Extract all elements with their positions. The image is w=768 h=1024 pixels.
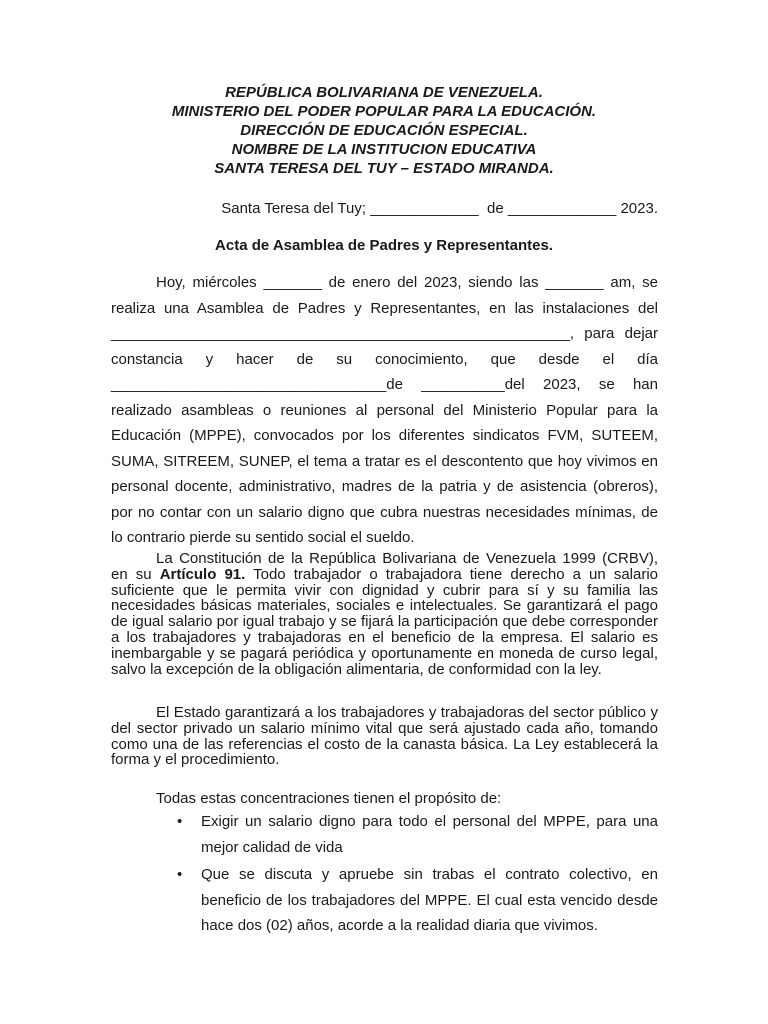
list-item-text: Exigir un salario digno para todo el personal del MPPE, para una mejor calidad de vida <box>201 813 658 856</box>
paragraph-constitution-intro: La Constitución de la República Bolivariana de Venezuela 1999 (CRBV), en su <box>111 550 658 583</box>
paragraph-state-guarantee: El Estado garantizará a los trabajadores y trabajadoras del sector público y del sector privado un salario mínimo vital que será ajustado cada año, tomando como una de las referencias el costo de la canasta básica. La Ley establecerá la forma y el procedimiento. <box>111 704 658 769</box>
header-line-direction: DIRECCIÓN DE EDUCACIÓN ESPECIAL. <box>240 122 528 139</box>
header-line-institution: NOMBRE DE LA INSTITUCION EDUCATIVA <box>231 141 537 158</box>
acta-title: Acta de Asamblea de Padres y Representantes. <box>215 237 553 254</box>
paragraph-constitution-body: Todo trabajador o trabajadora tiene derecho a un salario suficiente que le permita vivir con dignidad y cubrir para sí y su familia las necesidades básicas materiales, sociales e intelectuales. Se garantizará el pago de igual salario por igual trabajo y se fijará la participación que debe corresponder a los trabajadores y trabajadoras en el beneficio de la empresa. El salario es inembargable y se pagará periódica y oportunamente en moneda de curso legal, salvo la excepción de la obligación alimentaria, de conformidad con la ley. <box>111 565 659 678</box>
list-item <box>111 809 658 860</box>
list-item-text: Que se discuta y apruebe sin trabas el contrato colectivo, en beneficio de los trabajadores del MPPE. El cual esta vencido desde hace dos (02) años, acorde a la realidad diaria que vivimos. <box>201 866 658 934</box>
paragraph-constitution <box>111 551 658 677</box>
purpose-list <box>111 809 658 941</box>
bullet-icon: • <box>177 866 183 883</box>
header-line-republic: REPÚBLICA BOLIVARIANA DE VENEZUELA. <box>225 84 543 101</box>
header-line-location: SANTA TERESA DEL TUY – ESTADO MIRANDA. <box>214 160 554 177</box>
list-item <box>111 862 658 939</box>
article-reference: Artículo 91. <box>159 565 246 583</box>
bullet-icon: • <box>177 813 183 830</box>
dateline: Santa Teresa del Tuy; _____________ de _____________ 2023. <box>221 200 658 217</box>
header-line-ministry: MINISTERIO DEL PODER POPULAR PARA LA EDUCACIÓN. <box>171 103 597 120</box>
paragraph-assembly: Hoy, miércoles _______ de enero del 2023, siendo las _______ am, se realiza una Asamblea de Padres y Representantes, en las instalaciones del _______________________________________________________, para dejar constancia y hacer de su conocimiento, que desde el día _________________________________de __________del 2023, se han realizado asambleas o reuniones al personal del Ministerio Popular para la Educación (MPPE), convocados por los diferentes sindicatos FVM, SUTEEM, SUMA, SITREEM, SUNEP, el tema a tratar es el descontento que hoy vivimos en personal docente, administrativo, madres de la patria y de asistencia (obreros), por no contar con un salario digno que cubra nuestras necesidades mínimas, de lo contrario pierde su sentido social el sueldo. <box>111 274 658 546</box>
paragraph-purpose: Todas estas concentraciones tienen el propósito de: <box>156 790 502 807</box>
document-header <box>0 83 768 178</box>
